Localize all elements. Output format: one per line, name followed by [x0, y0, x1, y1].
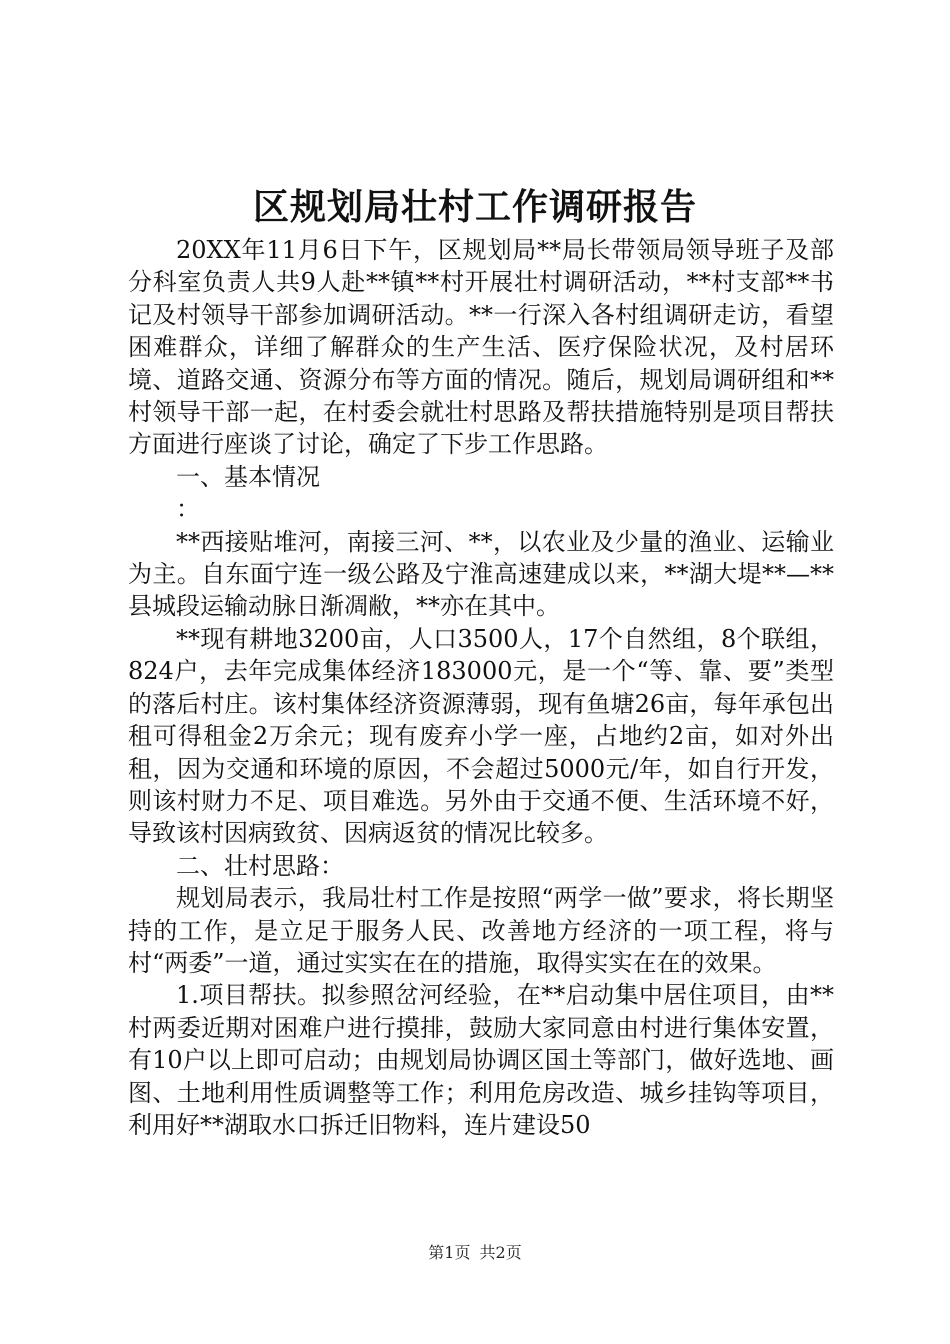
- strategy-paragraph: 规划局表示，我局壮村工作是按照“两学一做”要求，将长期坚持的工作，是立足于服务人民、改善地方经济的一项工程，将与村“两委”一道，通过实实在在的措施，取得实实在在的效果。: [128, 884, 834, 977]
- page-total: 共2页: [479, 1243, 522, 1262]
- colon-line: ：: [176, 495, 200, 524]
- page-number: 第1页: [428, 1243, 471, 1262]
- location-paragraph: **西接贴堆河，南接三河、**，以农业及少量的渔业、运输业为主。自东面宁连一级公路及宁淮高速建成以来，**湖大堤**—**县城段运输动脉日渐凋敝，**亦在其中。: [128, 527, 834, 621]
- section-heading-basic-situation: 一、基本情况: [176, 462, 320, 491]
- intro-paragraph: 20XX年11月6日下午，区规划局**局长带领局领导班子及部分科室负责人共9人赴**镇**村开展壮村调研活动，**村支部**书记及村领导干部参加调研活动。**一行深入各村组调研走访，看望困难群众，详细了解群众的生产生活、医疗保险状况，及村居环境、道路交通、资源分布等方面的情况。随后，规划局调研组和**村领导干部一起，在村委会就壮村思路及帮扶措施特别是项目帮扶方面进行座谈了讨论，确定了下步工作思路。: [128, 236, 834, 459]
- statistics-paragraph: **现有耕地3200亩，人口3500人，17个自然组，8个联组，824户，去年完成集体经济183000元，是一个“等、靠、要”类型的落后村庄。该村集体经济资源薄弱，现有鱼塘26亩，每年承包出租可得租金2万余元；现有废弃小学一座，占地约2亩，如对外出租，因为交通和环境的原因，不会超过5000元/年，如自行开发，则该村财力不足、项目难选。另外由于交通不便、生活环境不好，导致该村因病致贫、因病返贫的情况比较多。: [128, 624, 834, 848]
- document-body: [128, 234, 834, 1141]
- document-title: 区规划局壮村工作调研报告: [252, 186, 697, 228]
- project-support-paragraph: 1.项目帮扶。拟参照岔河经验，在**启动集中居住项目，由**村两委近期对困难户进行摸排，鼓励大家同意由村进行集体安置，有10户以上即可启动；由规划局协调区国土等部门，做好选地、画图、土地利用性质调整等工作；利用危房改造、城乡挂钩等项目，利用好**湖取水口拆迁旧物料，连片建设50: [128, 981, 834, 1139]
- page-footer: [0, 1242, 950, 1264]
- section-heading-strategy: 二、壮村思路：: [176, 851, 344, 880]
